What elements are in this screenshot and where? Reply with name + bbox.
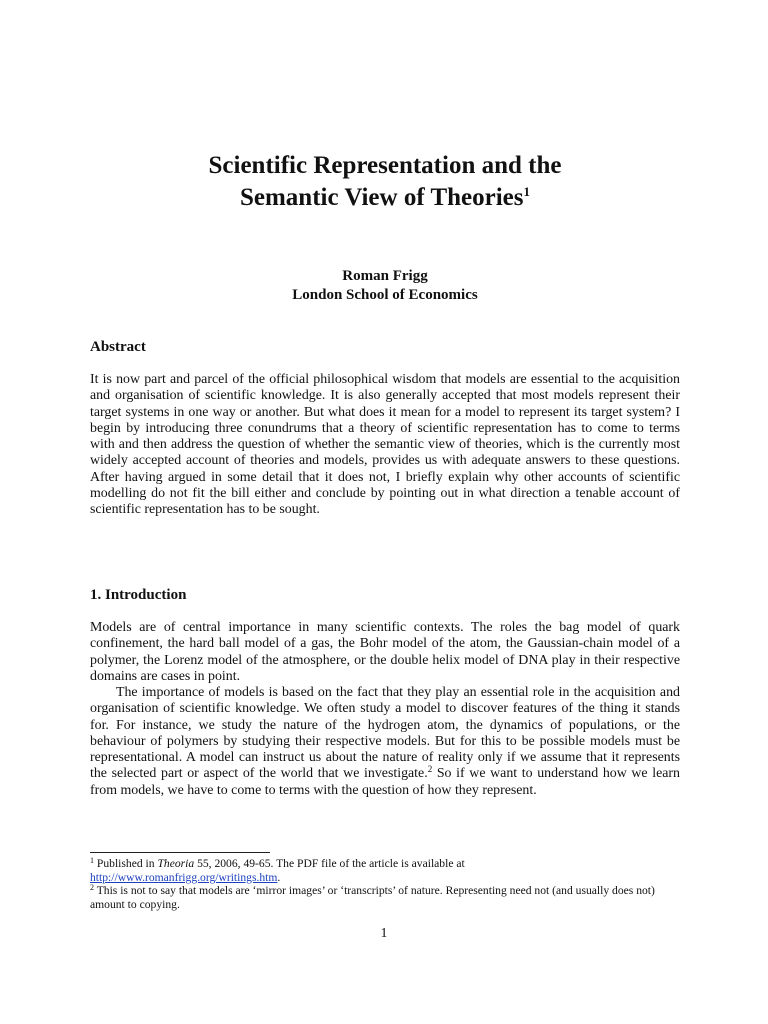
introduction-paragraph-2 (90, 685, 680, 799)
footnotes (90, 857, 680, 911)
footnote-1-link[interactable]: http://www.romanfrigg.org/writings.htm (90, 870, 278, 884)
footnote-1-journal: Theoria (157, 857, 195, 870)
introduction-paragraph-1: Models are of central importance in many scientific contexts. The roles the bag model of quark confinement, the hard ball model of a gas, the Bohr model of the atom, the Gaussian-chain model of a polymer, the Lorenz model of the atmosphere, or the double helix model of DNA play in their respective domains are cases in point. (90, 620, 680, 684)
title-footnote-marker: 1 (523, 184, 531, 199)
author-block (90, 267, 680, 305)
author-name: Roman Frigg (342, 268, 428, 284)
page-number: 1 (380, 926, 388, 941)
introduction-paragraph-2-text: The importance of models is based on the fact that they play an essential role in the acquisition and organisation of scientific knowledge. We often study a model to discover features of the thing it stands for. For instance, we study the nature of the hydrogen atom, the dynamics of populations, or the behaviour of polymers by studying their respective models. But for this to be possible models must be representational. A model can instruct us about the nature of reality only if we assume that it represents the selected part or aspect of the world that we investigate. (90, 685, 680, 782)
author-affiliation: London School of Economics (292, 287, 478, 303)
title-line-2-text: Semantic View of Theories (239, 184, 524, 211)
footnote-1-text: Published in (94, 857, 158, 870)
footnote-2-marker: 2 (90, 883, 94, 893)
introduction-paragraph-2-continued: So if we want to understand how we learn from models, we have to come to terms with the question of how they represent. (90, 766, 681, 798)
footnote-2 (90, 884, 680, 911)
title-line-1: Scientific Representation and the (208, 152, 562, 179)
footnote-2-text: This is not to say that models are ‘mirror images’ or ‘transcripts’ of nature. Representing need not (and usually does not) amount to copying. (90, 884, 655, 911)
footnote-ref-2[interactable]: 2 (427, 764, 433, 775)
footnote-1-marker: 1 (90, 856, 94, 865)
footnote-1-text-continued: 55, 2006, 49-65. The PDF file of the article is available at (194, 857, 465, 870)
abstract-heading: Abstract (90, 339, 146, 355)
title-line-2 (90, 182, 680, 214)
abstract-text: It is now part and parcel of the official philosophical wisdom that models are essential to the acquisition and organisation of scientific knowledge. It is also generally accepted that most models represent their target systems in one way or another. But what does it mean for a model to represent its target system? I begin by introducing three conundrums that a theory of scientific representation has to come to terms with and then address the question of whether the semantic view of theories, which is the currently most widely accepted account of theories and models, provides us with adequate answers to these questions. After having argued in some detail that it does not, I briefly explain why other accounts of scientific modelling do not fit the bill either and conclude by pointing out in what direction a tenable account of scientific representation has to be sought. (90, 372, 680, 518)
footnote-divider (90, 852, 270, 853)
introduction-heading: 1. Introduction (90, 587, 187, 603)
paper-title (90, 150, 680, 214)
footnote-1 (90, 857, 680, 884)
footnote-1-end: . (277, 870, 281, 884)
